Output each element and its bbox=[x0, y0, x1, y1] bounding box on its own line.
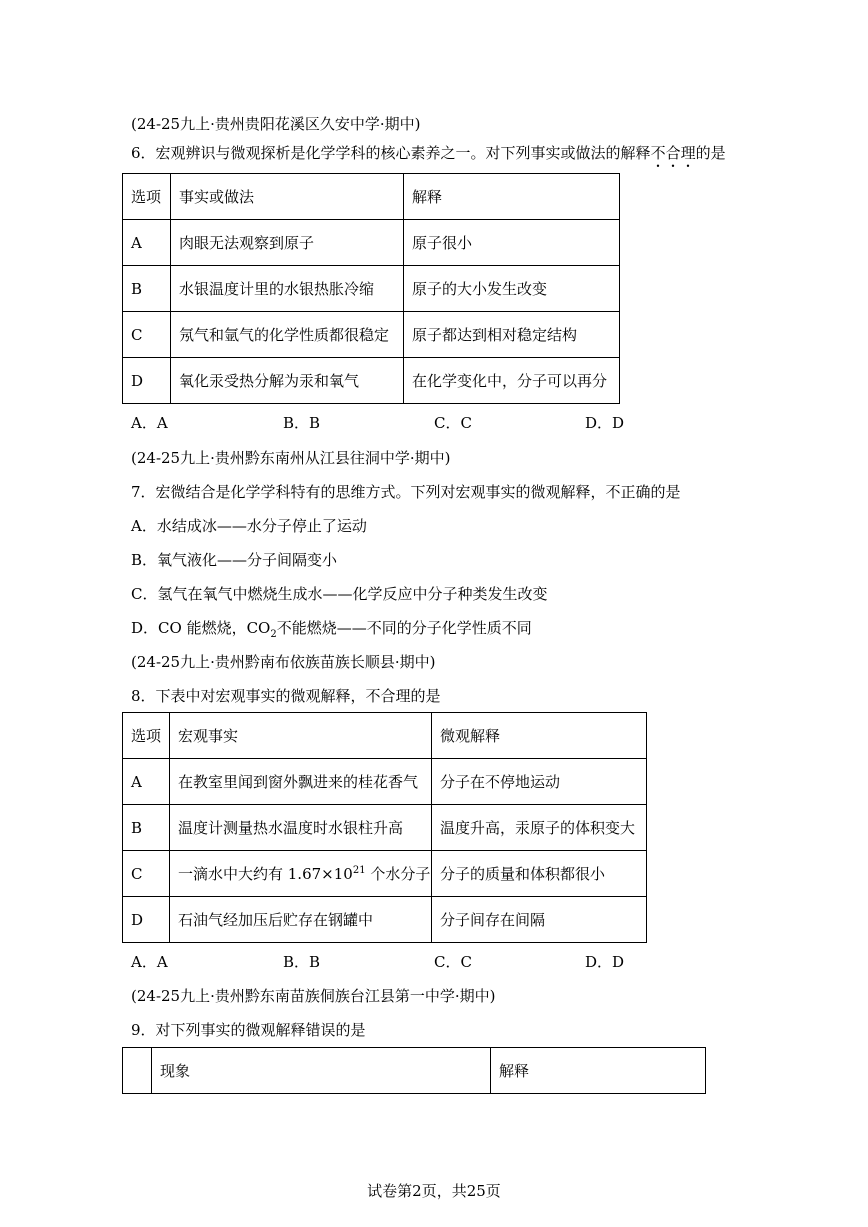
table-cell bbox=[170, 851, 432, 897]
table-cell: B bbox=[123, 805, 170, 851]
table-cell: D bbox=[123, 358, 171, 404]
q7-stem: 7．宏微结合是化学学科特有的思维方式。下列对宏观事实的微观解释，不正确的是 bbox=[131, 483, 681, 501]
q7-option-d-sub: 2 bbox=[270, 629, 277, 640]
q7-option-a[interactable]: A．水结成冰——水分子停止了运动 bbox=[131, 517, 367, 535]
option-d[interactable]: D．D bbox=[585, 414, 625, 432]
row-c-fact-pre: 一滴水中大约有 1.67×10 bbox=[178, 865, 353, 883]
q6-source: (24-25九上·贵州贵阳花溪区久安中学·期中) bbox=[131, 115, 421, 133]
table-header-cell: 选项 bbox=[123, 174, 171, 220]
table-row bbox=[123, 220, 620, 266]
table-cell: 在化学变化中，分子可以再分 bbox=[404, 358, 620, 404]
table-header-cell: 微观解释 bbox=[432, 713, 647, 759]
table-cell: 分子间存在间隔 bbox=[432, 897, 647, 943]
table-cell: 分子在不停地运动 bbox=[432, 759, 647, 805]
table-row bbox=[123, 174, 620, 220]
option-b[interactable]: B．B bbox=[283, 414, 321, 432]
table-row bbox=[123, 358, 620, 404]
q6-stem bbox=[131, 143, 726, 171]
table-cell: 氧化汞受热分解为汞和氧气 bbox=[171, 358, 404, 404]
table-row bbox=[123, 897, 647, 943]
table-cell: A bbox=[123, 759, 170, 805]
option-a[interactable]: A．A bbox=[131, 953, 168, 971]
option-b[interactable]: B．B bbox=[283, 953, 321, 971]
table-cell: 肉眼无法观察到原子 bbox=[171, 220, 404, 266]
q7-option-d-post: 不能燃烧——不同的分子化学性质不同 bbox=[276, 619, 532, 637]
table-row bbox=[123, 1048, 706, 1094]
table-row bbox=[123, 713, 647, 759]
table-row bbox=[123, 759, 647, 805]
table-cell: C bbox=[123, 851, 170, 897]
q7-option-b[interactable]: B．氧气液化——分子间隔变小 bbox=[131, 551, 338, 569]
q7-option-c[interactable]: C．氢气在氧气中燃烧生成水——化学反应中分子种类发生改变 bbox=[131, 585, 548, 603]
table-cell: 石油气经加压后贮存在钢罐中 bbox=[170, 897, 432, 943]
table-cell: A bbox=[123, 220, 171, 266]
table-cell: 在教室里闻到窗外飘进来的桂花香气 bbox=[170, 759, 432, 805]
q8-options bbox=[131, 952, 691, 972]
q7-option-d-pre: D．CO 能燃烧，CO bbox=[131, 619, 271, 637]
q6-stem-emphasis: 不合理 bbox=[650, 144, 696, 162]
table-header-cell: 解释 bbox=[404, 174, 620, 220]
table-header-cell: 宏观事实 bbox=[170, 713, 432, 759]
table-cell: 分子的质量和体积都很小 bbox=[432, 851, 647, 897]
row-c-fact-post: 个水分子 bbox=[365, 865, 431, 883]
q6-stem-pre: 6．宏观辨识与微观探析是化学学科的核心素养之一。对下列事实或做法的解释 bbox=[131, 144, 651, 162]
table-cell: 原子很小 bbox=[404, 220, 620, 266]
option-d[interactable]: D．D bbox=[585, 953, 625, 971]
table-cell: D bbox=[123, 897, 170, 943]
page-footer: 试卷第2页，共25页 bbox=[367, 1182, 501, 1200]
table-cell: 原子都达到相对稳定结构 bbox=[404, 312, 620, 358]
table-row bbox=[123, 805, 647, 851]
option-a[interactable]: A．A bbox=[131, 414, 168, 432]
table-header-cell: 现象 bbox=[152, 1048, 491, 1094]
table-row bbox=[123, 266, 620, 312]
table-header-cell: 事实或做法 bbox=[171, 174, 404, 220]
table-row bbox=[123, 312, 620, 358]
table-cell: 氖气和氩气的化学性质都很稳定 bbox=[171, 312, 404, 358]
table-cell: 温度升高，汞原子的体积变大 bbox=[432, 805, 647, 851]
q7-source: (24-25九上·贵州黔东南州从江县往洞中学·期中) bbox=[131, 449, 451, 467]
table-cell: B bbox=[123, 266, 171, 312]
table-cell: C bbox=[123, 312, 171, 358]
table-cell: 水银温度计里的水银热胀冷缩 bbox=[171, 266, 404, 312]
option-c[interactable]: C．C bbox=[434, 414, 472, 432]
table-row bbox=[123, 851, 647, 897]
q8-source: (24-25九上·贵州黔南布依族苗族长顺县·期中) bbox=[131, 653, 436, 671]
q9-source: (24-25九上·贵州黔东南苗族侗族台江县第一中学·期中) bbox=[131, 987, 496, 1005]
q7-option-d[interactable] bbox=[131, 618, 532, 645]
q6-options bbox=[131, 413, 691, 433]
table-cell: 原子的大小发生改变 bbox=[404, 266, 620, 312]
q8-table bbox=[122, 712, 647, 943]
q6-stem-post: 的是 bbox=[695, 144, 726, 162]
row-c-fact-sup: 21 bbox=[352, 865, 366, 876]
table-header-cell: 选项 bbox=[123, 713, 170, 759]
table-header-cell bbox=[123, 1048, 152, 1094]
q9-stem: 9．对下列事实的微观解释错误的是 bbox=[131, 1021, 366, 1039]
table-cell: 温度计测量热水温度时水银柱升高 bbox=[170, 805, 432, 851]
table-header-cell: 解释 bbox=[491, 1048, 706, 1094]
q9-table bbox=[122, 1047, 706, 1094]
option-c[interactable]: C．C bbox=[434, 953, 472, 971]
q8-stem: 8．下表中对宏观事实的微观解释，不合理的是 bbox=[131, 687, 441, 705]
q6-table bbox=[122, 173, 620, 404]
